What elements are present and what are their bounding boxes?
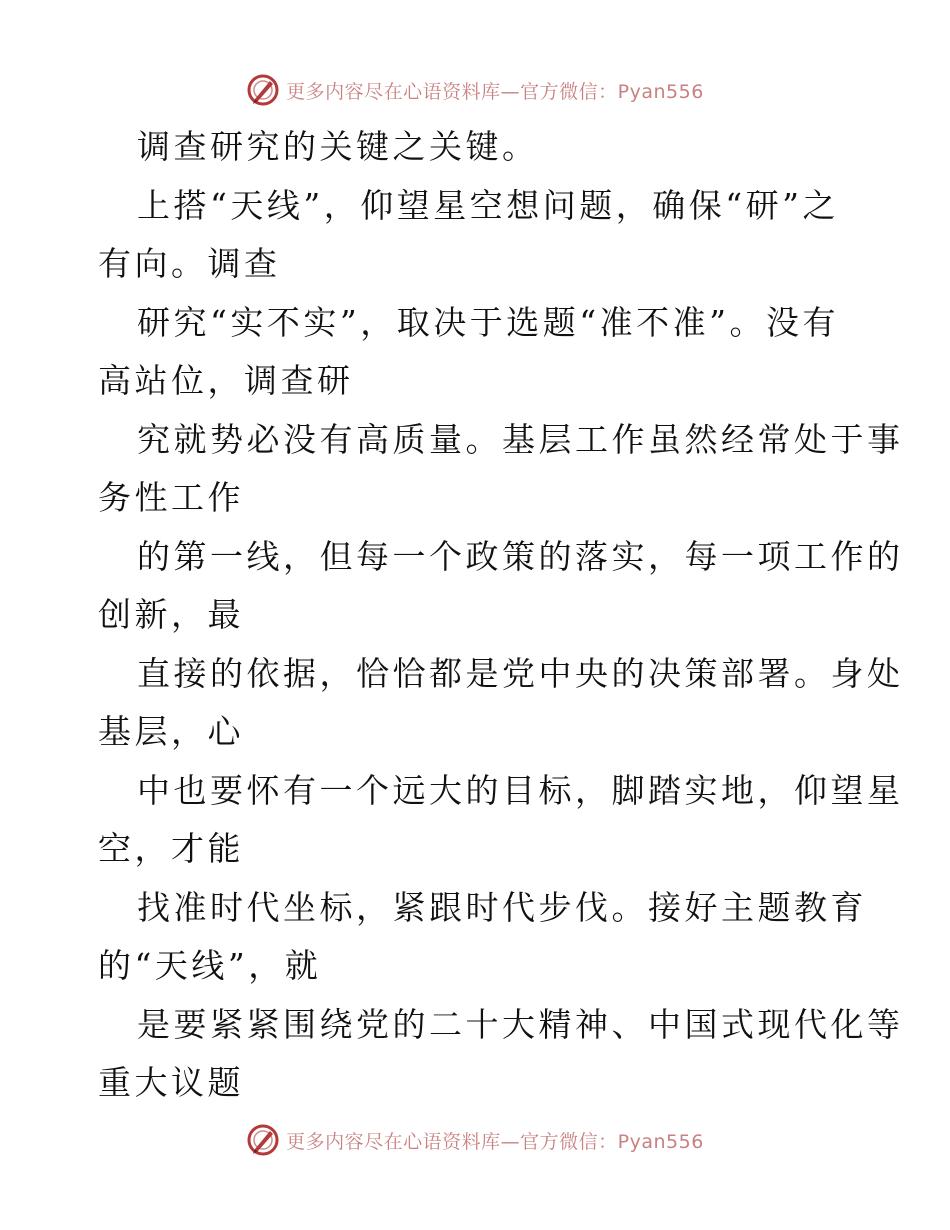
text-line: 创新，最 [98,595,244,634]
text-line: 的第一线，但每一个政策的落实，每一项工作的 [137,536,904,576]
text-line: 研究“实不实”，取决于选题“准不准”。没有 [137,302,839,342]
pen-logo-icon [246,1123,280,1157]
watermark-text: 更多内容尽在心语资料库—官方微信：Pyan556 [286,80,704,103]
text-line: 究就势必没有高质量。基层工作虽然经常处于事 [137,419,904,459]
text-line: 基层，心 [98,712,244,751]
text-line: 空，才能 [98,829,244,868]
text-line: 直接的依据，恰恰都是党中央的决策部署。身处 [137,653,904,693]
text-line: 是要紧紧围绕党的二十大精神、中国式现代化等 [137,1004,904,1044]
pen-logo-icon [246,73,280,107]
footer-watermark [0,1120,950,1160]
text-line: 调查研究的关键之关键。 [137,127,539,166]
text-line: 上搭“天线”，仰望星空想问题，确保“研”之 [137,185,839,225]
watermark-text: 更多内容尽在心语资料库—官方微信：Pyan556 [286,1130,704,1153]
text-line: 的“天线”，就 [98,946,322,985]
text-line: 务性工作 [98,478,244,517]
text-line: 中也要怀有一个远大的目标，脚踏实地，仰望星 [137,770,904,810]
text-line: 重大议题 [98,1063,244,1102]
text-line: 找准时代坐标，紧跟时代步伐。接好主题教育 [137,887,867,927]
document-body [98,118,904,1113]
header-watermark [0,70,950,110]
text-line: 有向。调查 [98,244,281,283]
text-line: 高站位，调查研 [98,361,354,400]
